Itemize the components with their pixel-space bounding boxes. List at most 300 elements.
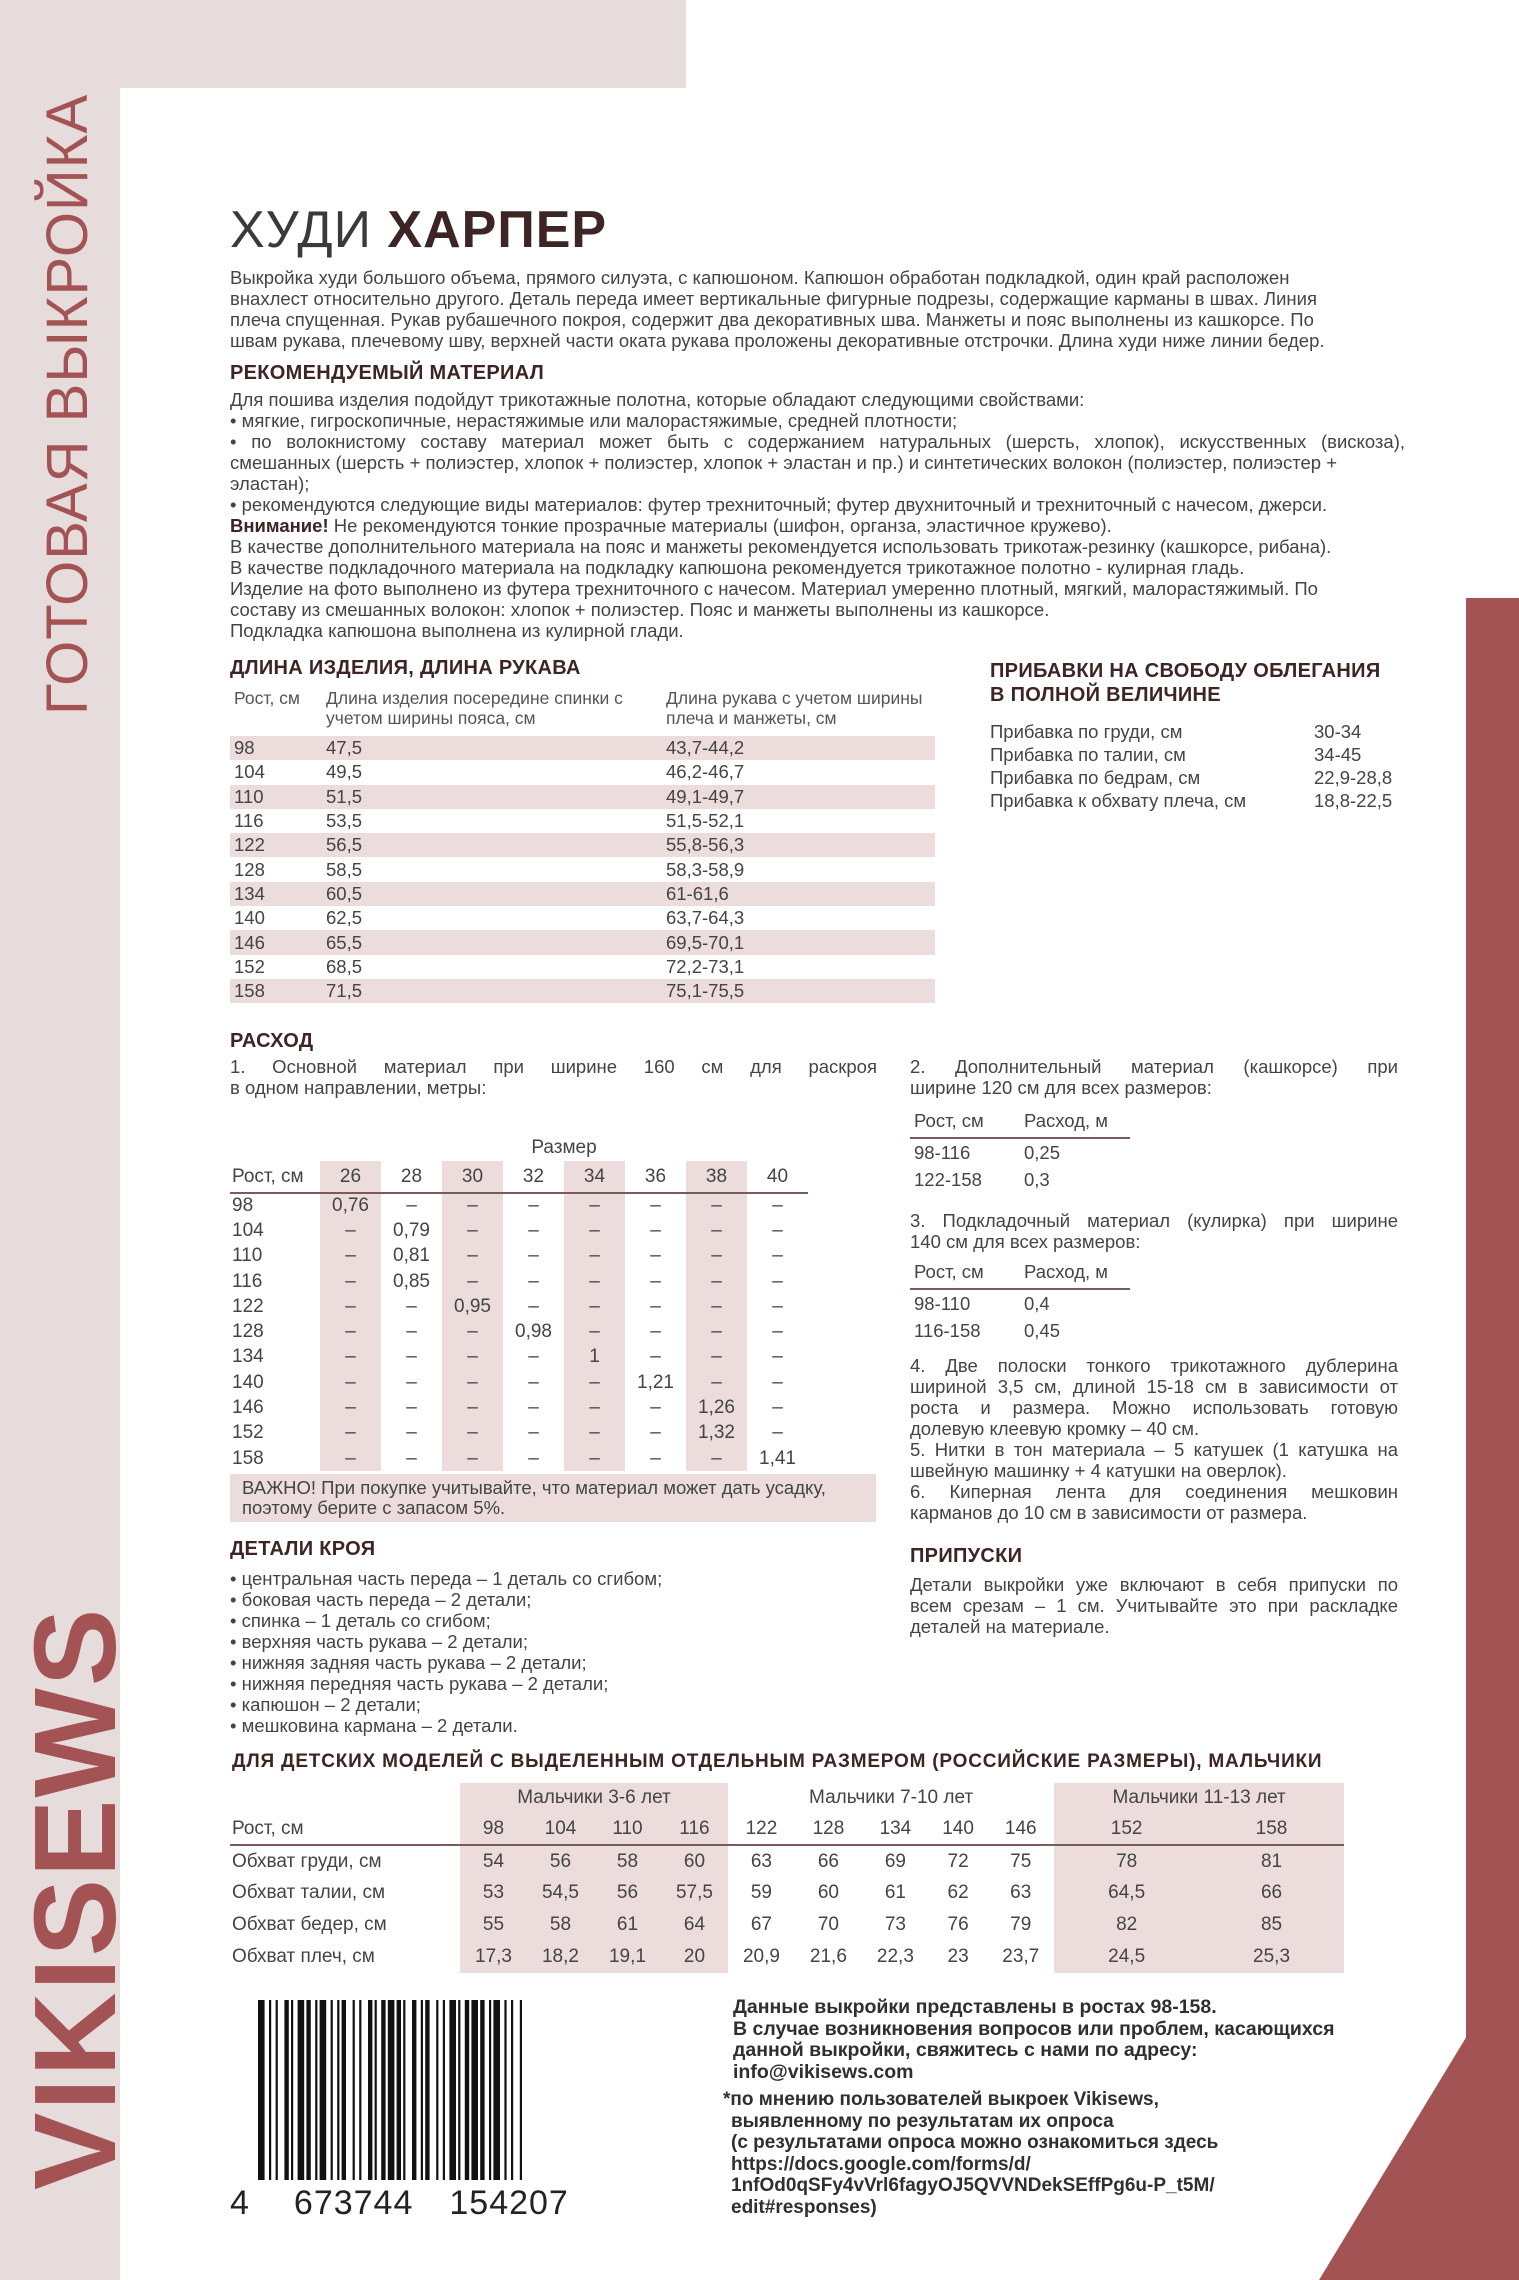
table-cell: 146 <box>987 1813 1054 1845</box>
table-cell: 104 <box>527 1813 594 1845</box>
table-cell: 128 <box>795 1813 862 1845</box>
table-cell: 134 <box>230 882 322 906</box>
table-cell: – <box>442 1345 503 1370</box>
table-cell: 152 <box>234 955 265 977</box>
table-cell: 116 <box>661 1813 728 1845</box>
barcode-bar <box>480 2000 484 2180</box>
table-cell: 61 <box>884 1882 906 1903</box>
table-cell: 70 <box>817 1914 839 1935</box>
table-cell: 18,2 <box>527 1941 594 1973</box>
table-cell: 1 <box>564 1345 625 1370</box>
table-cell: – <box>320 1345 381 1370</box>
table-row <box>230 1319 808 1344</box>
table-cell: – <box>528 1397 539 1419</box>
table-cell: 54,5 <box>527 1877 594 1909</box>
table-cell: 128 <box>234 858 265 880</box>
table-row <box>230 930 935 954</box>
table-cell: – <box>564 1370 625 1395</box>
table-cell: 64 <box>661 1909 728 1941</box>
table-cell: 128 <box>232 1321 264 1343</box>
table-cell: – <box>320 1446 381 1471</box>
table-cell: 82 <box>1054 1909 1199 1941</box>
table-cell: – <box>564 1446 625 1471</box>
table-cell: – <box>406 1321 417 1343</box>
table-cell: – <box>772 1270 783 1292</box>
table-cell: – <box>442 1319 503 1344</box>
table-cell: – <box>406 1397 417 1419</box>
barcode-number: 4 673744 154207 <box>230 2184 569 2222</box>
table-cell: – <box>650 1397 661 1419</box>
table-cell: – <box>442 1193 503 1218</box>
table-cell: 98 <box>460 1813 527 1845</box>
table-cell: – <box>686 1218 747 1243</box>
table-row <box>990 766 1410 789</box>
warning-box: ВАЖНО! При покупке учитывайте, что материал может дать усадку, поэтому берите с запасом 5%. <box>230 1474 876 1522</box>
table-cell: 69,5-70,1 <box>662 930 935 954</box>
barcode-bar <box>449 2000 456 2180</box>
table-row <box>230 833 935 857</box>
table-cell: 58,5 <box>326 858 363 880</box>
table-cell: Обхват груди, см <box>232 1850 382 1872</box>
table-cell: – <box>772 1346 783 1368</box>
table-cell: – <box>528 1422 539 1444</box>
table-cell: – <box>442 1395 503 1420</box>
extra-material-2: 2. Дополнительный материал (кашкорсе) при ширине 120 см для всех размеров: <box>910 1056 1398 1098</box>
table-cell: – <box>564 1193 625 1218</box>
table-cell: – <box>650 1346 661 1368</box>
allowances-text: Детали выкройки уже включают в себя припуски по всем срезам – 1 см. Учитывайте это при раскладке деталей на материале. <box>910 1574 1398 1637</box>
table-cell: 54 <box>460 1845 527 1877</box>
size-header: 40 <box>747 1161 808 1193</box>
barcode-bar <box>342 2000 346 2180</box>
barcode-bar <box>471 2000 478 2180</box>
table-cell: 46,2-46,7 <box>666 761 745 783</box>
table-cell: – <box>320 1244 381 1269</box>
table-cell: 56 <box>594 1877 661 1909</box>
table-cell: 61-61,6 <box>662 882 935 906</box>
barcode-bar <box>493 2000 500 2180</box>
table-cell: 104 <box>234 761 265 783</box>
barcode-bar <box>436 2000 438 2180</box>
list-item: • нижняя задняя часть рукава – 2 детали; <box>230 1652 587 1673</box>
table-cell: 71,5 <box>322 979 662 1003</box>
barcode-bar <box>306 2000 310 2180</box>
table-row <box>230 809 935 833</box>
length-heading: ДЛИНА ИЗДЕЛИЯ, ДЛИНА РУКАВА <box>230 657 581 679</box>
table-cell: 0,85 <box>393 1270 430 1292</box>
barcode-bar <box>421 2000 423 2180</box>
table-cell: – <box>320 1218 381 1243</box>
consumption-table: Размер Рост, см 26 28 30 32 34 36 38 40 98 0,76 – – – – – – – 104 – 0,79 – – – – – – 110 – 0,81 – – – – – – 116 – 0,85 – – – – – – 122 – – 0,95 – – – – – 128 – – – 0,98 – – – – 134 – – – – 1 – – – 140 – – – – – 1,21 – – 146 – – – – – – 1,26 – 152 – – – – – – 1,32 – 158 – – – – – – – 1,41 <box>230 1135 808 1471</box>
table-cell: – <box>686 1193 747 1218</box>
table-row <box>230 979 935 1003</box>
table-cell: 63,7-64,3 <box>666 907 745 929</box>
table-cell: Прибавка по талии, см <box>990 743 1186 765</box>
table-cell: 158 <box>230 979 322 1003</box>
table-cell: – <box>650 1422 661 1444</box>
table-cell: 0,79 <box>393 1219 430 1241</box>
table-cell: 58 <box>527 1909 594 1941</box>
table-cell: 23,7 <box>1002 1946 1040 1967</box>
barcode-bar <box>458 2000 460 2180</box>
barcode-bar <box>298 2000 305 2180</box>
table-row <box>230 1909 1344 1941</box>
table-cell: 47,5 <box>322 736 662 760</box>
table-cell: – <box>528 1219 539 1241</box>
table-cell: – <box>772 1397 783 1419</box>
table-cell: 116 <box>232 1270 263 1292</box>
table-cell: 51,5-52,1 <box>666 810 745 832</box>
size-chart-table: Мальчики 3-6 лет Мальчики 7-10 лет Мальчики 11-13 лет Рост, см 98 104 110 116 122 128 134 140 146 152 158 Обхват груди, см 54 56 58 60 63 66 69 72 75 78 81 Обхват талии, см 53 54,5 56 57,5 59 60 61 62 63 64,5 66 Обхват бедер, см 55 58 61 64 67 70 73 76 79 82 85 Обхват плеч, см 17,3 18,2 19,1 20 20,9 21,6 22,3 23 23,7 24,5 25,3 <box>230 1783 1344 1973</box>
table-cell: 110 <box>232 1245 263 1267</box>
brand-logo: VIKISEWS <box>10 1606 140 2190</box>
table-cell: 116 <box>234 810 264 832</box>
table-cell: 122 <box>232 1295 264 1317</box>
table-row <box>230 1941 1344 1973</box>
table-cell: – <box>650 1270 661 1292</box>
barcode-bar <box>412 2000 416 2180</box>
table-row <box>230 1845 1344 1877</box>
table-cell: – <box>686 1345 747 1370</box>
barcode-bar <box>511 2000 513 2180</box>
table-cell: – <box>528 1295 539 1317</box>
table-row <box>230 857 935 881</box>
table-cell: 69 <box>884 1850 906 1872</box>
table-cell: 60,5 <box>322 882 662 906</box>
barcode-bar <box>388 2000 395 2180</box>
table-cell: 59 <box>750 1882 772 1903</box>
table-cell: – <box>772 1195 783 1217</box>
table-cell: Обхват плеч, см <box>232 1946 375 1967</box>
table-cell: 140 <box>232 1371 264 1393</box>
consumption-text: 1. Основной материал при ширине 160 см для раскроя в одном направлении, метры: <box>230 1056 877 1098</box>
table-cell: – <box>686 1269 747 1294</box>
table-cell: 53,5 <box>326 810 363 832</box>
table-cell: Прибавка к обхвату плеча, см <box>990 789 1247 811</box>
extra-material-3: 3. Подкладочный материал (кулирка) при ширине 140 см для всех размеров: <box>910 1210 1398 1252</box>
table-row <box>230 736 935 760</box>
table-cell: 60 <box>817 1882 839 1903</box>
table-cell: – <box>564 1218 625 1243</box>
table-cell: 79 <box>1010 1914 1032 1935</box>
size-header: 38 <box>686 1161 747 1193</box>
table-cell: 122 <box>728 1813 795 1845</box>
table-cell: 58,3-58,9 <box>666 858 745 880</box>
survey-note: *по мнению пользователей выкроек Vikisews, выявленному по результатам их опроса (с результатами опроса можно ознакомиться здесь https://docs.google.com/forms/d/ 1nfOd0qSFy4vVrl6fagyOJ5QVVNDekSEffPg6u-P_t5M/ edit#responses) <box>723 2089 1219 2218</box>
barcode-bar <box>258 2000 265 2180</box>
table-row <box>230 1813 1344 1845</box>
table-cell: 55,8-56,3 <box>662 833 935 857</box>
material-text: Для пошива изделия подойдут трикотажные полотна, которые обладают следующими свойствами: • мягкие, гигроскопичные, нерастяжимые или малорастяжимые, средней плотности; • по волокнистому составу материал может быть с содержанием натуральных (шерсть, хлопок), искусственных (вискоза), смешанных (шерсть + полиэстер, хлопок + полиэстер, хлопок + эластан и пр.) и синтетических волокон (полиэстер, полиэстер + эластан); • рекомендуются следующие виды материалов: футер трехниточный; футер двухниточный и трехниточный с начесом, джерси. Внимание! Не рекомендуются тонкие прозрачные материалы (шифон, органза, эластичное кружево). В качестве дополнительного материала на пояс и манжеты рекомендуется использовать трикотаж-резинку (кашкорсе, рибана). В качестве подкладочного материала на подкладку капюшона рекомендуется трикотажное полотно - кулирная гладь. Изделие на фото выполнено из футера трехниточного с начесом. Материал умеренно плотный, мягкий, малорастяжимый. По составу из смешанных волокон: хлопок + полиэстер. Пояс и манжеты выполнены из кашкорсе. Подкладка капюшона выполнена из кулирной глади. <box>230 389 1405 641</box>
barcode-bar <box>403 2000 405 2180</box>
parts-heading: ДЕТАЛИ КРОЯ <box>230 1538 376 1560</box>
table-cell: 146 <box>230 930 322 954</box>
page-title: ХУДИ ХАРПЕР <box>230 201 608 259</box>
table-cell: – <box>650 1321 661 1343</box>
barcode-bar <box>359 2000 361 2180</box>
table-cell: – <box>528 1346 539 1368</box>
table-cell: – <box>772 1371 783 1393</box>
table-cell: – <box>650 1195 661 1217</box>
extra-material-4-6: 4. Две полоски тонкого трикотажного дублерина шириной 3,5 см, длиной 15-18 см в зависимости от роста и размера. Можно использовать готовую долевую клеевую кромку – 40 см. 5. Нитки в тон материала – 5 катушек (1 катушка на швейную машинку + 4 катушки на оверлок). 6. Киперная лента для соединения мешковин карманов до 10 см в зависимости от размера. <box>910 1355 1398 1523</box>
table-cell: 55 <box>460 1909 527 1941</box>
table-cell: – <box>650 1245 661 1267</box>
table-cell: 66 <box>1199 1877 1344 1909</box>
table-cell: – <box>650 1219 661 1241</box>
table-row <box>230 1446 808 1471</box>
table-cell: 0,95 <box>442 1294 503 1319</box>
list-item: • верхняя часть рукава – 2 детали; <box>230 1631 528 1652</box>
table-cell: 19,1 <box>594 1941 661 1973</box>
table-cell: 24,5 <box>1054 1941 1199 1973</box>
table-cell: – <box>686 1446 747 1471</box>
table-cell: – <box>320 1269 381 1294</box>
vertical-title: ГОТОВАЯ ВЫКРОЙКА <box>35 93 100 715</box>
barcode-bar <box>353 2000 355 2180</box>
ease-table <box>990 720 1410 812</box>
table-cell: 43,7-44,2 <box>662 736 935 760</box>
table-cell: – <box>772 1295 783 1317</box>
barcode-bar <box>397 2000 401 2180</box>
table-cell: – <box>686 1319 747 1344</box>
table-cell: 152 <box>1054 1813 1199 1845</box>
table-cell: 1,26 <box>686 1395 747 1420</box>
table-cell: 146 <box>232 1397 264 1419</box>
table-cell: Обхват талии, см <box>232 1882 386 1903</box>
table-cell: 18,8-22,5 <box>1314 789 1393 811</box>
extra-table-3: Рост, см Расход, м 98-110 0,4 116-158 0,45 <box>910 1255 1130 1345</box>
table-row <box>230 760 935 784</box>
table-cell: – <box>772 1422 783 1444</box>
table-row <box>230 906 935 930</box>
table-cell: 20 <box>661 1941 728 1973</box>
table-cell: 62 <box>947 1882 969 1903</box>
table-cell: 51,5 <box>322 785 662 809</box>
barcode-bar <box>381 2000 385 2180</box>
table-cell: 81 <box>1199 1845 1344 1877</box>
extra-table-2: Рост, см Расход, м 98-116 0,25 122-158 0,3 <box>910 1104 1130 1194</box>
parts-list <box>230 1568 662 1736</box>
table-cell: 17,3 <box>460 1941 527 1973</box>
barcode-bar <box>520 2000 522 2180</box>
table-cell: 22,3 <box>876 1946 914 1967</box>
barcode-bar <box>284 2000 288 2180</box>
table-cell: – <box>564 1269 625 1294</box>
table-cell: 49,5 <box>326 761 363 783</box>
table-cell: 98 <box>232 1195 254 1217</box>
table-row <box>990 720 1410 743</box>
barcode-bar <box>465 2000 469 2180</box>
table-cell: – <box>320 1395 381 1420</box>
list-item: • боковая часть переда – 2 детали; <box>230 1589 532 1610</box>
table-cell: – <box>528 1447 539 1469</box>
table-cell: 75 <box>1010 1850 1032 1872</box>
table-cell: 63 <box>1010 1882 1032 1903</box>
table-cell: 20,9 <box>742 1946 780 1967</box>
size-header: 34 <box>564 1161 625 1193</box>
table-cell: 30-34 <box>1314 720 1362 742</box>
barcode-bar <box>269 2000 271 2180</box>
table-cell: 122 <box>230 833 322 857</box>
intro-text: Выкройка худи большого объема, прямого силуэта, с капюшоном. Капюшон обработан подкладкой, один край расположен внахлест относительно другого. Деталь переда имеет вертикальные фигурные подрезы, содержащие карманы в швах. Линия плеча спущенная. Рукав рубашечного покроя, содержит два декоративных шва. Манжеты и пояс выполнены из кашкорсе. По швам рукава, плечевому шву, верхней части оката рукава проложены декоративные отстрочки. Длина худи ниже линии бедер. <box>230 267 1325 351</box>
table-cell: 0,76 <box>320 1193 381 1218</box>
table-cell: Обхват бедер, см <box>232 1914 387 1935</box>
table-cell: 62,5 <box>326 907 363 929</box>
table-cell: – <box>564 1244 625 1269</box>
corner-triangle <box>1319 1950 1519 2280</box>
size-header: 30 <box>442 1161 503 1193</box>
table-cell: 140 <box>234 907 265 929</box>
table-cell: 64,5 <box>1054 1877 1199 1909</box>
table-row <box>230 1370 808 1395</box>
barcode-bar <box>320 2000 327 2180</box>
barcode-bar <box>375 2000 377 2180</box>
table-cell: – <box>406 1422 417 1444</box>
table-cell: 57,5 <box>661 1877 728 1909</box>
material-heading: РЕКОМЕНДУЕМЫЙ МАТЕРИАЛ <box>230 362 545 384</box>
table-cell: – <box>528 1195 539 1217</box>
table-cell: 56,5 <box>322 833 662 857</box>
table-cell: – <box>686 1244 747 1269</box>
table-cell: – <box>320 1370 381 1395</box>
table-cell: 110 <box>594 1813 661 1845</box>
table-cell: 1,21 <box>637 1371 674 1393</box>
size-chart-heading: ДЛЯ ДЕТСКИХ МОДЕЛЕЙ С ВЫДЕЛЕННЫМ ОТДЕЛЬНЫМ РАЗМЕРОМ (РОССИЙСКИЕ РАЗМЕРЫ), МАЛЬЧИКИ <box>232 1751 1323 1772</box>
table-cell: – <box>564 1395 625 1420</box>
table-cell: 68,5 <box>326 955 363 977</box>
table-cell: – <box>686 1370 747 1395</box>
size-header: 26 <box>320 1161 381 1193</box>
table-row <box>230 1244 808 1269</box>
table-cell: 1,41 <box>759 1447 796 1469</box>
table-cell: – <box>320 1294 381 1319</box>
table-cell: – <box>442 1218 503 1243</box>
table-cell: 65,5 <box>322 930 662 954</box>
table-cell: – <box>406 1295 417 1317</box>
table-cell: – <box>442 1370 503 1395</box>
barcode-bar <box>331 2000 333 2180</box>
table-cell: 0,98 <box>515 1321 552 1343</box>
list-item: • спинка – 1 деталь со сгибом; <box>230 1610 491 1631</box>
table-cell: – <box>564 1319 625 1344</box>
barcode-bar <box>337 2000 339 2180</box>
list-item: • мешковина кармана – 2 детали. <box>230 1715 518 1736</box>
barcode-bar <box>443 2000 445 2180</box>
table-cell: 158 <box>1199 1813 1344 1845</box>
table-cell: 56 <box>527 1845 594 1877</box>
table-cell: – <box>320 1319 381 1344</box>
table-cell: 25,3 <box>1199 1941 1344 1973</box>
list-item: • центральная часть переда – 1 деталь со сгибом; <box>230 1568 663 1589</box>
table-cell: 78 <box>1054 1845 1199 1877</box>
table-cell: – <box>528 1371 539 1393</box>
table-cell: 22,9-28,8 <box>1314 766 1393 788</box>
table-cell: – <box>650 1295 661 1317</box>
barcode-bar <box>489 2000 491 2180</box>
size-header: 32 <box>503 1161 564 1193</box>
table-cell: 63 <box>750 1850 772 1872</box>
table-cell: 85 <box>1199 1909 1344 1941</box>
ease-heading: ПРИБАВКИ НА СВОБОДУ ОБЛЕГАНИЯ В ПОЛНОЙ ВЕЛИЧИНЕ <box>990 660 1381 706</box>
table-cell: 53 <box>460 1877 527 1909</box>
barcode-bar <box>276 2000 278 2180</box>
barcode-bar <box>425 2000 429 2180</box>
table-cell: 72 <box>947 1850 969 1872</box>
table-cell: – <box>686 1294 747 1319</box>
table-row <box>230 1421 808 1446</box>
table-row <box>230 1193 808 1218</box>
table-cell: 134 <box>232 1346 264 1368</box>
allowances-heading: ПРИПУСКИ <box>910 1545 1023 1567</box>
table-cell: – <box>442 1244 503 1269</box>
table-row <box>230 1218 808 1243</box>
table-cell: – <box>772 1321 783 1343</box>
table-cell: – <box>442 1421 503 1446</box>
barcode-bar <box>368 2000 372 2180</box>
table-cell: 1,32 <box>686 1421 747 1446</box>
table-cell: 75,1-75,5 <box>662 979 935 1003</box>
table-cell: – <box>406 1195 417 1217</box>
table-row <box>230 1395 808 1420</box>
consumption-heading: РАСХОД <box>230 1030 314 1052</box>
table-row <box>230 1345 808 1370</box>
table-cell: – <box>528 1245 539 1267</box>
contact-info: Данные выкройки представлены в ростах 98-158. В случае возникновения вопросов или проблем, касающихся данной выкройки, свяжитесь с нами по адресу: info@vikisews.com <box>733 1996 1335 2083</box>
table-cell: 98 <box>230 736 322 760</box>
barcode-bar <box>291 2000 293 2180</box>
table-cell: 134 <box>862 1813 929 1845</box>
table-cell: – <box>564 1294 625 1319</box>
table-cell: 140 <box>929 1813 987 1845</box>
table-row <box>230 1294 808 1319</box>
list-item: • нижняя передняя часть рукава – 2 детали; <box>230 1673 609 1694</box>
table-cell: 67 <box>750 1914 772 1935</box>
barcode-image <box>258 2000 582 2180</box>
table-cell: – <box>650 1447 661 1469</box>
length-table: Рост, см Длина изделия посередине спинки с учетом ширины пояса, см Длина рукава с учетом ширины плеча и манжеты, см 98 47,5 43,7-44,2 104 49,5 46,2-46,7 110 51,5 49,1-49,7 116 53,5 51,5-52,1 122 56,5 55,8-56,3 128 58,5 58,3-58,9 134 60,5 61-61,6 140 62,5 63,7-64,3 146 65,5 69,5-70,1 152 68,5 72,2-73,1 158 71,5 75,1-75,5 <box>230 686 935 1003</box>
size-header: 36 <box>625 1161 686 1193</box>
table-row <box>990 743 1410 766</box>
table-cell: – <box>564 1421 625 1446</box>
table-cell: 66 <box>817 1850 839 1872</box>
table-row <box>230 1269 808 1294</box>
table-cell: – <box>442 1269 503 1294</box>
table-cell: 158 <box>232 1447 264 1469</box>
table-row <box>230 785 935 809</box>
table-cell: – <box>320 1421 381 1446</box>
table-cell: – <box>406 1447 417 1469</box>
barcode-bar <box>315 2000 317 2180</box>
table-cell: 110 <box>230 785 322 809</box>
table-cell: 0,81 <box>393 1245 430 1267</box>
table-cell: 60 <box>661 1845 728 1877</box>
table-cell: 58 <box>594 1845 661 1877</box>
table-cell: 72,2-73,1 <box>666 955 745 977</box>
table-row <box>230 955 935 979</box>
table-row <box>230 1877 1344 1909</box>
table-cell: – <box>772 1219 783 1241</box>
table-row <box>990 789 1410 812</box>
list-item: • капюшон – 2 детали; <box>230 1694 421 1715</box>
table-cell: Рост, см <box>230 1813 460 1845</box>
table-cell: 61 <box>594 1909 661 1941</box>
table-cell: 104 <box>232 1219 264 1241</box>
table-cell: – <box>442 1446 503 1471</box>
table-cell: 34-45 <box>1314 743 1362 765</box>
table-cell: Прибавка по груди, см <box>990 720 1183 742</box>
table-cell: 76 <box>947 1914 969 1935</box>
table-cell: – <box>772 1245 783 1267</box>
